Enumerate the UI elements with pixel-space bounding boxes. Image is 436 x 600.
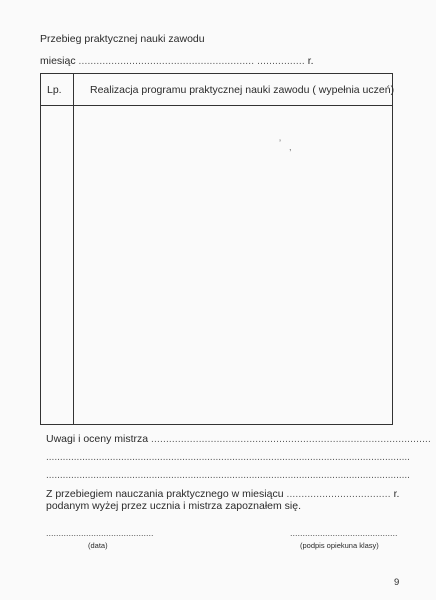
- remarks-line: [46, 433, 431, 445]
- remarks-dots: ..............................................................................................: [151, 434, 432, 445]
- realization-table: [40, 73, 393, 425]
- table-column-divider: [73, 74, 74, 424]
- statement-text: Z przebiegiem nauczania praktycznego w miesiącu: [46, 488, 284, 500]
- column-header-realizacja: Realizacja programu praktycznej nauki zawodu ( wypełnia uczeń): [90, 84, 395, 96]
- month-label: miesiąc: [40, 55, 76, 67]
- page-number: 9: [394, 577, 400, 588]
- statement-dots: ...................................: [286, 489, 391, 500]
- month-dots: ...........................................................: [78, 56, 255, 67]
- year-suffix: r.: [307, 55, 314, 67]
- table-header-divider: [41, 105, 392, 106]
- column-header-lp: Lp.: [47, 84, 62, 96]
- statement-suffix: r.: [393, 488, 400, 500]
- remarks-label: Uwagi i oceny mistrza: [46, 433, 149, 445]
- statement-line-2: podanym wyżej przez ucznia i mistrza zapoznałem się.: [46, 500, 302, 512]
- date-signature-label: (data): [88, 541, 108, 550]
- tutor-signature-dots: ...........................................: [290, 528, 398, 538]
- stray-mark: ’: [279, 138, 281, 148]
- month-line: [40, 55, 314, 67]
- stray-mark: ,: [289, 142, 292, 152]
- tutor-signature-label: (podpis opiekuna klasy): [300, 541, 379, 550]
- remarks-dotted-line: ...................................................................................................................................: [46, 470, 410, 481]
- date-signature-dots: ...........................................: [46, 528, 154, 538]
- page-title: Przebieg praktycznej nauki zawodu: [40, 33, 205, 45]
- year-dots: ................: [257, 56, 305, 67]
- statement-line-1: [46, 488, 399, 500]
- remarks-dotted-line: ...................................................................................................................................: [46, 452, 410, 463]
